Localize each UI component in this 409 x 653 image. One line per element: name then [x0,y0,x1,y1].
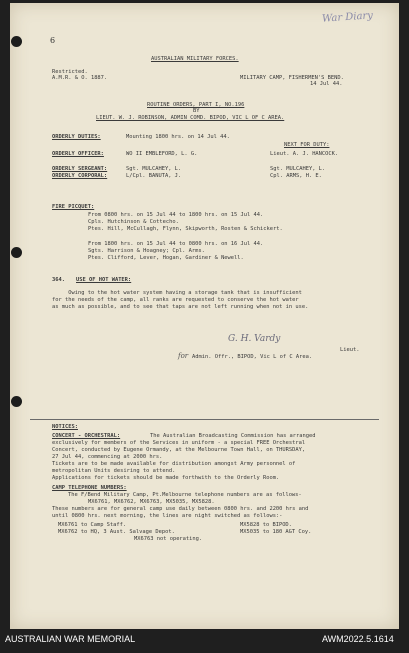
notices-rule [30,419,379,420]
fire-picquet-label: FIRE PICQUET: [52,204,95,210]
orderly-sergeant-label: ORDERLY SERGEANT: [52,166,108,172]
phone-line: MX6761, MX6762, MX6763, MX5035, MX5828. [88,499,215,505]
hot-water-number: 364. [52,277,65,283]
fire-picquet-line: Sgts. Harrison & Hoagney; Cpl. Arms. [88,248,205,254]
fire-picquet-line: Ptes. Hill, McCullagh, Flynn, Skipworth, Rosten & Schickert. [88,226,283,232]
next-for-duty-label: NEXT FOR DUTY: [284,142,330,148]
fire-picquet-line: From 1800 hrs. on 15 Jul 44 to 0800 hrs. on 16 Jul 44. [88,241,264,247]
sign-role: Admin. Offr., BIPOD, Vic L of C Area. [192,354,313,360]
notices-label: NOTICES: [52,424,78,430]
lieut-label: Lieut. [340,347,360,353]
phone-switch-left: MX6762 to HQ, 3 Aust. Salvage Depot. [58,529,175,535]
handwritten-note: War Diary [321,10,374,25]
footer-credit: AUSTRALIAN WAR MEMORIAL [5,634,136,644]
hot-water-line: for the needs of the camp, all ranks are requested to conserve the hot water [52,297,299,303]
fire-picquet-line: Ptes. Clifford, Lever, Hogan, Gardiner & Newell. [88,255,244,261]
by-label: BY [193,108,200,114]
phone-switch-left: MX6763 not operating. [134,536,203,542]
page-mark: 6 [50,36,56,45]
orderly-corporal-value: L/Cpl. BANUTA, J. [126,173,182,179]
orderly-duties-value: Mounting 1800 hrs. on 14 Jul 44. [126,134,230,140]
orderly-officer-next: Lieut. A. J. HANCOCK. [270,151,339,157]
hot-water-line: Owing to the hot water system having a storage tank that is insufficient [52,290,302,296]
sign-prefix: for [178,352,189,360]
phone-switch-right: MX5828 to BIPOD. [240,522,292,528]
concert-line: Tickets are to be made available for distribution amongst Army personnel of [52,461,296,467]
orderly-corporal-label: ORDERLY CORPORAL: [52,173,108,179]
orderly-sergeant-value: Sgt. MULCAHEY, L. [126,166,182,172]
concert-line: metropolitan Units desiring to attend. [52,468,176,474]
hot-water-title: USE OF HOT WATER: [76,277,132,283]
orderly-duties-label: ORDERLY DUTIES: [52,134,101,140]
camp-location: MILITARY CAMP, FISHERMEN'S BEND. [240,75,344,81]
phone-switch-right: MX5035 to 180 AGT Coy. [240,529,312,535]
phone-label: CAMP TELEPHONE NUMBERS: [52,485,127,491]
concert-label: CONCERT - ORCHESTRAL: [52,433,121,439]
orderly-officer-value: WO II EMBLEFORD, L. G. [126,151,198,157]
orderly-officer-label: ORDERLY OFFICER: [52,151,104,157]
concert-line: Applications for tickets should be made forthwith to the Orderly Room. [52,475,280,481]
phone-line: until 0800 hrs. next morning, the lines are night switched as follows:- [52,513,283,519]
reference: A.M.R. & O. 1887. [52,75,108,81]
fire-picquet-line: From 0800 hrs. on 15 Jul 44 to 1800 hrs. on 15 Jul 44. [88,212,264,218]
hot-water-line: as much as possible, and to see that taps are not left running when not in use. [52,304,309,310]
date: 14 Jul 44. [310,81,343,87]
punch-hole-top [11,36,22,47]
officer-line: LIEUT. W. J. ROBINSON, ADMIN COMD. BIPOD, VIC L OF C AREA. [96,115,285,121]
footer-id: AWM2022.5.1614 [322,634,394,644]
punch-hole-bottom [11,396,22,407]
phone-line: The F/Bend Military Camp, Pt.Melbourne telephone numbers are as follows- [68,492,302,498]
punch-hole-middle [11,247,22,258]
concert-line: The Australian Broadcasting Commission has arranged [150,433,316,439]
phone-switch-left: MX6761 to Camp Staff. [58,522,127,528]
orders-title: ROUTINE ORDERS, PART I, NO.196 [147,102,245,108]
orderly-sergeant-next: Sgt. MULCAHEY, L. [270,166,326,172]
concert-line: exclusively for members of the Services in uniform - a special FREE Orchestral [52,440,306,446]
header-title: AUSTRALIAN MILITARY FORCES. [151,56,239,62]
fire-picquet-line: Cpls. Hutchinson & Cottecho. [88,219,179,225]
restricted-label: Restricted. [52,69,88,75]
orderly-corporal-next: Cpl. ARMS, H. E. [270,173,322,179]
concert-line: Concert, conducted by Eugene Ormandy, at the Melbourne Town Hall, on THURSDAY, [52,447,306,453]
signature: G. H. Vardy [228,334,281,344]
concert-line: 27 Jul 44, commencing at 2000 hrs. [52,454,163,460]
phone-line: These numbers are for general camp use daily between 0800 hrs. and 2200 hrs and [52,506,309,512]
